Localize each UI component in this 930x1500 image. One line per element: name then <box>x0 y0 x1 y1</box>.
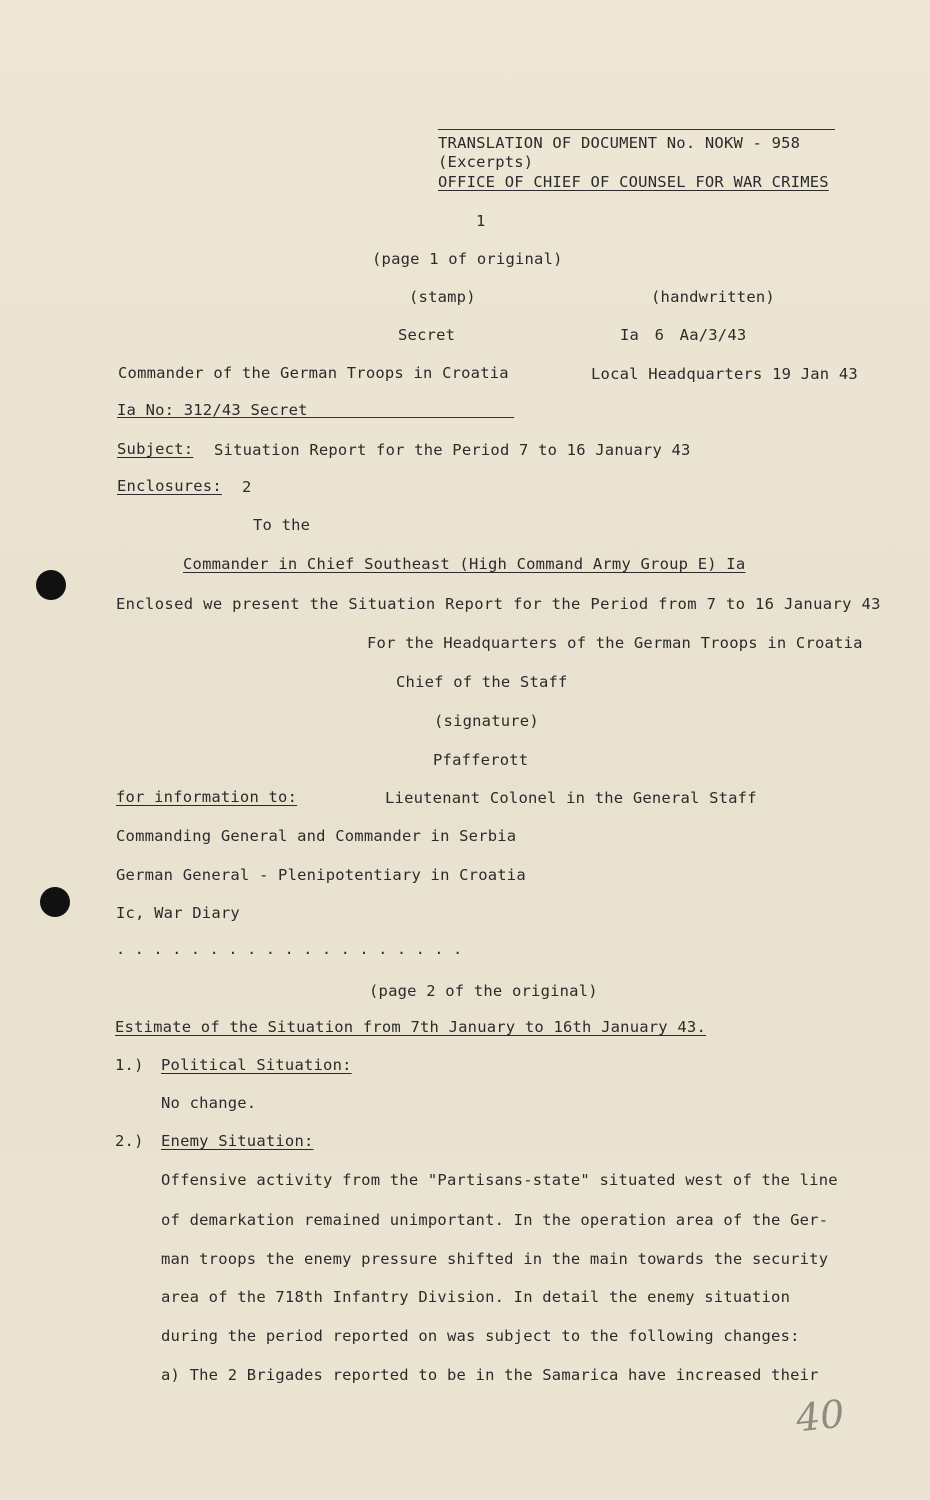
signer-rank: Lieutenant Colonel in the General Staff <box>385 789 757 807</box>
margin-handwriting-mark: 40 <box>793 1391 847 1441</box>
recipient-line: Commander in Chief Southeast (High Command Army Group E) Ia <box>183 555 746 573</box>
enclosures-count: 2 <box>242 478 252 496</box>
section2-line: a) The 2 Brigades reported to be in the Samarica have increased their <box>161 1366 819 1384</box>
header-top-rule <box>438 129 835 130</box>
subject-label: Subject: <box>117 440 194 458</box>
distribution-item-war-diary: Ic, War Diary <box>116 904 240 922</box>
secret-stamp: Secret <box>398 326 456 344</box>
ia-number: Ia No: 312/43 Secret <box>117 401 308 419</box>
punch-hole-top <box>36 570 66 600</box>
section2-title: Enemy Situation: <box>161 1132 314 1150</box>
section2-line: during the period reported on was subject to the following changes: <box>161 1327 800 1345</box>
for-headquarters: For the Headquarters of the German Troops in Croatia <box>367 634 863 652</box>
section1-title: Political Situation: <box>161 1056 352 1074</box>
estimate-heading: Estimate of the Situation from 7th January to 16th January 43. <box>115 1018 706 1036</box>
punch-hole-bottom <box>40 887 70 917</box>
section2-number: 2.) <box>115 1132 144 1150</box>
handwritten-label: (handwritten) <box>651 288 775 306</box>
translation-title: TRANSLATION OF DOCUMENT No. NOKW - 958 <box>438 134 801 152</box>
to-the: To the <box>253 516 311 534</box>
excerpts-label: (Excerpts) <box>438 153 534 171</box>
page-number: 1 <box>476 212 486 230</box>
distribution-item-serbia: Commanding General and Commander in Serbia <box>116 827 517 845</box>
for-information-label: for information to: <box>116 788 298 806</box>
office-label: OFFICE OF CHIEF OF COUNSEL FOR WAR CRIMES <box>438 173 829 191</box>
chief-of-staff: Chief of the Staff <box>396 673 568 691</box>
enclosed-statement: Enclosed we present the Situation Report for the Period from 7 to 16 January 43 <box>116 595 881 613</box>
handwritten-reference: Ia 6 Aa/3/43 <box>620 326 747 344</box>
commander-line: Commander of the German Troops in Croatia <box>118 364 509 382</box>
signature-note: (signature) <box>434 712 539 730</box>
separator-dots: ................... <box>116 940 472 958</box>
page1-note: (page 1 of original) <box>372 250 563 268</box>
local-headquarters-date: Local Headquarters 19 Jan 43 <box>591 365 858 383</box>
section2-line: of demarkation remained unimportant. In the operation area of the Ger- <box>161 1211 829 1229</box>
signer-name: Pfafferott <box>433 751 529 769</box>
section2-line: man troops the enemy pressure shifted in the main towards the security <box>161 1250 829 1268</box>
page2-note: (page 2 of the original) <box>369 982 598 1000</box>
enclosures-label: Enclosures: <box>117 477 222 495</box>
distribution-item-croatia: German General - Plenipotentiary in Croatia <box>116 866 526 884</box>
subject-text: Situation Report for the Period 7 to 16 January 43 <box>214 441 691 459</box>
section2-line: Offensive activity from the "Partisans-state" situated west of the line <box>161 1171 838 1189</box>
section1-number: 1.) <box>115 1056 144 1074</box>
section1-body: No change. <box>161 1094 257 1112</box>
ia-number-rule <box>117 417 514 418</box>
section2-line: area of the 718th Infantry Division. In detail the enemy situation <box>161 1288 791 1306</box>
stamp-label: (stamp) <box>409 288 476 306</box>
